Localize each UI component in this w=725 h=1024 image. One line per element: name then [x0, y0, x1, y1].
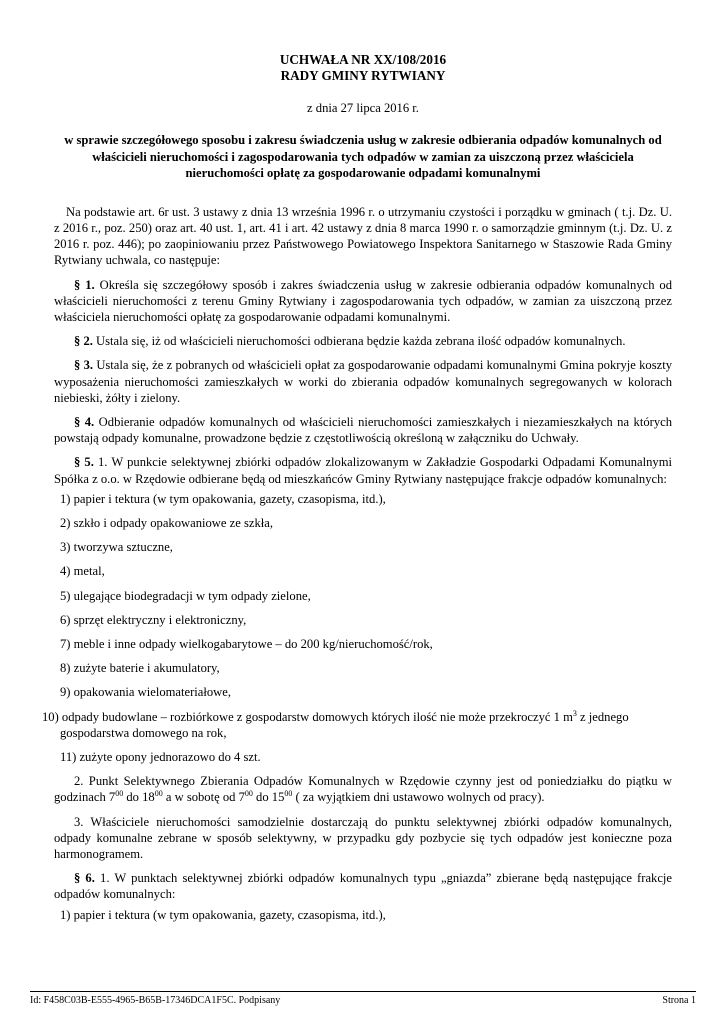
document-page [42, 52, 673, 931]
section-3 [54, 357, 672, 406]
list-item: 6) sprzęt elektryczny i elektroniczny, [60, 612, 247, 627]
section-5-label: § 5. [74, 455, 94, 470]
section-1-text: Określa się szczegółowy sposób i zakres świadczenia usług w zakresie odbierania odpadów komunalnych od właścicieli nieruchomości z terenu Gminy Rytwiany i zagospodarowania tych odpadów, w zamian za uiszczoną przez właściciela nieruchomości opłatę za gospodarowanie odpadami komunalnymi. [54, 277, 672, 324]
section-3-text: Ustala się, że z pobranych od właścicieli opłat za gospodarowanie odpadami komunalnymi Gmina pokryje koszty wyposażenia nieruchomości zamieszkałych w worki do zbierania odpadów komunalnych segregowanych w kolorach niebieski, żółty i zielony. [54, 358, 673, 405]
section-4-text: Odbieranie odpadów komunalnych od właścicieli nieruchomości zamieszkałych i niezamieszkałych na których powstają odpady komunalne, prowadzone będzie z częstotliwością określoną w załączniku do Uchwały. [54, 414, 672, 446]
list-item: 3) tworzywa sztuczne, [60, 540, 173, 555]
p2-text-d: do 15 [252, 790, 285, 805]
section-4 [54, 414, 672, 446]
section-6-text: 1. W punktach selektywnej zbiórki odpadów komunalnych typu „gniazda” zbierane będą następujące frakcje odpadów komunalnych: [54, 871, 673, 902]
section-3-label: § 3. [74, 358, 94, 373]
page-number: Strona 1 [662, 995, 696, 1006]
list-item: 9) opakowania wielomateriałowe, [60, 685, 231, 700]
list-item: 8) zużyte baterie i akumulatory, [60, 661, 220, 676]
section-5-paragraph-3: 3. Właściciele nieruchomości samodzielnie dostarczają do punktu selektywnej zbiórki odpadów komunalnych, odpady komunalne zebrane w sposób selektywny, w przypadku gdy pozbycie się tych odpadów jest konieczne poza harmonogramem. [54, 814, 672, 861]
section-1-label: § 1. [74, 277, 95, 292]
section-4-label: § 4. [74, 414, 95, 429]
list-item: 1) papier i tektura (w tym opakowania, gazety, czasopisma, itd.), [60, 491, 386, 506]
section-2 [54, 333, 672, 349]
page-footer [30, 995, 696, 1006]
item-10-superscript: 3 [572, 708, 577, 718]
section-6 [54, 870, 672, 902]
section-5-text: 1. W punkcie selektywnej zbiórki odpadów zlokalizowanym w Zakładzie Gospodarki Odpadami Komunalnymi Spółka z o.o. w Rzędowie odbierane będą od mieszkańców Gminy Rytwiany następujące frakcje odpadów komunalnych: [54, 455, 673, 486]
list-item: 1) papier i tektura (w tym opakowania, gazety, czasopisma, itd.), [60, 907, 386, 922]
item-10-text: 10) odpady budowlane – rozbiórkowe z gospodarstw domowych których ilość nie może przekroczyć 1 m [42, 709, 573, 724]
section-5 [54, 454, 672, 486]
section-5-list [42, 491, 672, 765]
resolution-subject: w sprawie szczegółowego sposobu i zakresu świadczenia usług w zakresie odbierania odpadów komunalnych od właścicieli nieruchomości i zagospodarowania tych odpadów w zamian za uiszczoną przez właściciela nieruchomości opłatę za gospodarowanie odpadami komunalnymi [64, 133, 662, 181]
resolution-title [54, 52, 672, 84]
p2-text-c: a w sobotę od 7 [162, 790, 245, 805]
section-2-text: Ustala się, iż od właścicieli nieruchomości odbierana będzie każda zebrana ilość odpadów komunalnych. [96, 334, 626, 349]
document-id: Id: F458C03B-E555-4965-B65B-17346DCA1F5C. Podpisany [30, 995, 281, 1006]
p2-sup-4: 00 [284, 789, 293, 799]
list-item: 7) meble i inne odpady wielkogabarytowe – do 200 kg/nieruchomość/rok, [60, 636, 433, 651]
p2-text-e: ( za wyjątkiem dni ustawowo wolnych od pracy). [292, 790, 545, 805]
section-6-label: § 6. [74, 871, 95, 886]
preamble: Na podstawie art. 6r ust. 3 ustawy z dnia 13 września 1996 r. o utrzymaniu czystości i porządku w gminach ( t.j. Dz. U. z 2016 r., poz. 250) oraz art. 40 ust. 1, art. 41 i art. 42 ustawy z dnia 8 marca 1990 r. o samorządzie gminnym (t.j. Dz. U. z 2016 r. poz. 446); po zaopiniowaniu przez Państwowego Powiatowego Inspektora Sanitarnego w Staszowie Rada Gminy Rytwiany uchwala, co następuje: [54, 204, 672, 268]
list-item-10 [42, 708, 672, 741]
section-6-list [54, 907, 672, 923]
p2-text-b: do 18 [123, 790, 155, 805]
resolution-date: z dnia 27 lipca 2016 r. [307, 101, 419, 115]
title-line-2: RADY GMINY RYTWIANY [280, 68, 446, 83]
list-item: 2) szkło i odpady opakowaniowe ze szkła, [60, 515, 273, 530]
item-10-text-end: z jednego gospodarstwa domowego na rok, [60, 709, 629, 740]
section-5-paragraph-2 [54, 773, 672, 805]
title-line-1: UCHWAŁA NR XX/108/2016 [279, 52, 447, 67]
list-item: 5) ulegające biodegradacji w tym odpady zielone, [60, 588, 311, 603]
section-1 [54, 277, 672, 326]
p2-sup-1: 00 [115, 789, 124, 799]
footer-divider [30, 991, 696, 992]
list-item-11: 11) zużyte opony jednorazowo do 4 szt. [60, 749, 261, 764]
p2-text-a: 2. Punkt Selektywnego Zbierania Odpadów Komunalnych w Rzędowie czynny jest od poniedziałku do piątku w godzinach 7 [54, 774, 672, 805]
section-2-label: § 2. [74, 334, 93, 349]
list-item: 4) metal, [60, 564, 105, 579]
p2-sup-3: 00 [244, 789, 253, 799]
p2-sup-2: 00 [154, 789, 163, 799]
